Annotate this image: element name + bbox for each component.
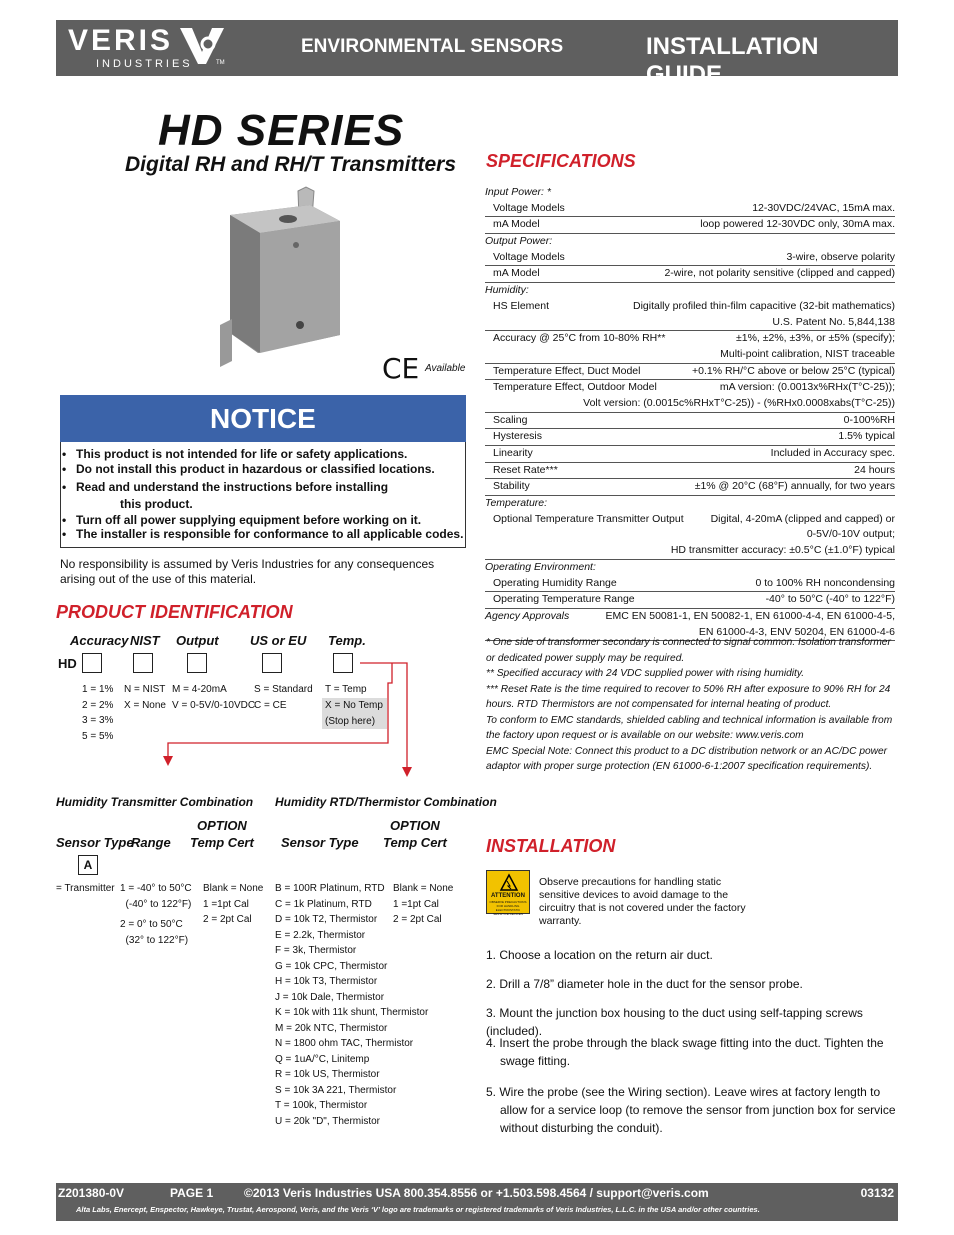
spec-row — [485, 396, 895, 413]
spec-category: Agency Approvals — [485, 609, 570, 622]
spec-row — [485, 299, 895, 315]
spec-row — [485, 347, 895, 364]
spec-value: ±1% @ 20°C (68°F) annually, for two years — [694, 480, 895, 493]
output-options: M = 4-20mA V = 0-5V/0-10VDC — [172, 684, 256, 711]
sensor-type-option: = Transmitter — [56, 883, 115, 894]
nist-box — [133, 653, 153, 673]
spec-label: Stability — [493, 480, 530, 493]
installation-step: 3. Mount the junction box housing to the duct using self-tapping screws (included). — [486, 1006, 863, 1038]
esd-warning-sub: OBSERVE PRECAUTIONS FOR HANDLING ELECTROSTATIC SENSITIVE DEVICES — [489, 900, 527, 916]
spec-value: 0-100%RH — [843, 413, 895, 426]
temp-options: T = Temp — [325, 684, 367, 695]
spec-category: Temperature: — [485, 497, 548, 510]
installation-heading: INSTALLATION — [486, 836, 616, 856]
rtd-combination-title: Humidity RTD/Thermistor Combination — [275, 795, 497, 809]
notice-item: • The installer is responsible for conformance to all applicable codes. — [76, 527, 463, 541]
spec-value: ±1%, ±2%, ±3%, or ±5% (specify); — [735, 332, 895, 345]
spec-label: Temperature Effect, Duct Model — [493, 364, 641, 377]
spec-row — [485, 463, 895, 480]
notice-item: • Do not install this product in hazardous or classified locations. — [76, 462, 435, 476]
industries-logo-text: INDUSTRIES — [96, 58, 193, 70]
nist-options: N = NIST X = None — [124, 684, 166, 711]
spec-value: EMC EN 50081-1, EN 50082-1, EN 61000-4-4, EN 61000-4-5, — [605, 609, 895, 622]
footnote: *** Reset Rate is the time required to recover to 50% RH after exposure to 90% RH for 24 hours. RTD Thermistors are not compensated for internal heating of product. — [486, 683, 891, 710]
temp-cert-options: Blank = None 1 =1pt Cal 2 = 2pt Cal — [203, 883, 264, 925]
spec-row — [485, 234, 895, 250]
spec-row — [485, 429, 895, 446]
spec-label: Voltage Models — [493, 250, 565, 263]
spec-row — [485, 496, 895, 512]
spec-label: Linearity — [493, 447, 533, 459]
ce-available-label: Available — [425, 363, 466, 374]
veris-logo-text: VERIS — [68, 24, 174, 57]
spec-row — [485, 331, 895, 347]
footer-bar — [56, 1183, 898, 1221]
spec-value: U.S. Patent No. 5,844,138 — [772, 315, 895, 328]
document-number: Z201380-0V — [58, 1186, 125, 1200]
spec-label: Temperature Effect, Outdoor Model — [493, 381, 657, 394]
range-option-2: 2 = 0° to 50°C (32° to 122°F) — [120, 919, 189, 946]
spec-row — [485, 364, 895, 381]
spec-label: HS Element — [493, 299, 550, 312]
notice-item: • This product is not intended for life or safety applications. — [76, 447, 407, 461]
spec-label: Operating Humidity Range — [493, 576, 617, 589]
installation-step: 2. Drill a 7/8” diameter hole in the duct for the sensor probe. — [486, 977, 803, 991]
spec-row — [485, 512, 895, 528]
temp-cert-label: OPTION Temp Cert — [190, 818, 254, 850]
spec-row — [485, 380, 895, 396]
spec-value: mA version: (0.0013x%RHx(T°C-25)); — [719, 381, 895, 394]
spec-row — [485, 250, 895, 267]
spec-category: Input Power: * — [485, 186, 551, 198]
spec-value: loop powered 12-30VDC only, 30mA max. — [700, 218, 895, 231]
spec-row — [485, 560, 895, 576]
installation-step: 5. Wire the probe (see the Wiring section). Leave wires at factory length to allow for a service loop (to remove the sensor from junction box for service without disturbing the conduit). — [486, 1085, 896, 1135]
spec-value: 0 to 100% RH noncondensing — [755, 576, 895, 589]
spec-category: Output Power: — [485, 235, 553, 248]
spec-category: Operating Environment: — [485, 560, 596, 573]
spec-row — [485, 592, 895, 609]
page-number: PAGE 1 — [170, 1186, 214, 1200]
rtd-temp-cert-label: OPTION Temp Cert — [383, 818, 447, 850]
spec-category: Humidity: — [485, 284, 529, 297]
spec-row — [485, 201, 895, 218]
spec-label: mA Model — [493, 267, 540, 280]
disclaimer: No responsibility is assumed by Veris Industries for any consequences arising out of the use of this material. — [60, 557, 435, 586]
spec-row — [485, 576, 895, 593]
notice-item-continued: this product. — [120, 497, 193, 511]
model-prefix: HD — [58, 656, 77, 671]
spec-row — [485, 315, 895, 332]
spec-label: Scaling — [493, 413, 528, 426]
spec-label: Optional Temperature Transmitter Output — [493, 512, 684, 525]
esd-note: Observe precautions for handling static sensitive devices to avoid damage to the circuitry that is not covered under the factory warranty. — [539, 876, 746, 927]
spec-value: 1.5% typical — [838, 430, 895, 443]
spec-row — [485, 543, 895, 560]
notice-header — [60, 395, 466, 442]
spec-value: Multi-point calibration, NIST traceable — [720, 347, 895, 360]
notice-title: NOTICE — [210, 403, 316, 434]
rtd-sensor-type-label: Sensor Type — [281, 835, 359, 850]
page-subtitle: Digital RH and RH/T Transmitters — [125, 153, 456, 176]
spec-row — [485, 609, 895, 625]
range-label: Range — [131, 835, 171, 850]
spec-label: Accuracy @ 25°C from 10-80% RH** — [493, 332, 666, 345]
flow-arrows — [160, 655, 420, 780]
copyright-contact: ©2013 Veris Industries USA 800.354.8556 or +1.503.598.4564 / support@veris.com — [244, 1186, 709, 1200]
us-eu-label: US or EU — [250, 633, 307, 648]
specifications-heading: SPECIFICATIONS — [486, 151, 636, 171]
footnote: * One side of transformer secondary is connected to signal common. Isolation transformer or dedicated power supply may be required. — [486, 637, 891, 664]
esd-warning-label: ATTENTION — [491, 893, 525, 899]
spec-label: Reset Rate*** — [493, 463, 558, 476]
notice-item: • Turn off all power supplying equipment before working on it. — [76, 513, 421, 527]
spec-value: -40° to 50°C (-40° to 122°F) — [765, 593, 895, 606]
spec-value: Digitally profiled thin-film capacitive (32-bit mathematics) — [632, 299, 895, 312]
footnote: To conform to EMC standards, shielded cabling and technical information is available from the factory upon request or is available on our website: www.veris.com — [486, 714, 893, 741]
spec-value: +0.1% RH/°C above or below 25°C (typical) — [691, 364, 895, 377]
product-photo — [210, 185, 370, 375]
spec-value: Digital, 4-20mA (clipped and capped) or — [710, 512, 895, 525]
page-title: HD SERIES — [158, 106, 405, 155]
spec-row — [485, 413, 895, 430]
sensor-type-box: A — [78, 855, 98, 875]
spec-value: 0-5V/0-10V output; — [806, 528, 895, 541]
spec-value: 12-30VDC/24VAC, 15mA max. — [752, 201, 895, 214]
spec-row — [485, 446, 895, 463]
temp-label: Temp. — [328, 633, 366, 648]
spec-label: mA Model — [493, 218, 540, 231]
spec-value: 24 hours — [854, 463, 895, 476]
accuracy-box — [82, 653, 102, 673]
spec-row — [485, 527, 895, 543]
spec-value: Volt version: (0.0015c%RHxT°C-25)) - (%RHx0.0008xabs(T°C-25)) — [583, 396, 895, 409]
accuracy-label: Accuracy — [70, 633, 129, 648]
trademark-notice: Alta Labs, Enercept, Enspector, Hawkeye, Trustat, Aerospond, Veris, and the Veris ‘V’ logo are trademarks or registered trademarks of Veris Industries, L.L.C. in the USA and/or other countries. — [76, 1205, 760, 1214]
spec-row — [485, 479, 895, 496]
spec-label: Operating Temperature Range — [493, 593, 635, 606]
humidity-combination-title: Humidity Transmitter Combination — [56, 795, 254, 809]
spec-value: EN 61000-4-3, ENV 50204, EN 61000-4-6 — [698, 625, 895, 638]
spec-row — [485, 217, 895, 234]
ce-mark: CE — [382, 352, 420, 385]
output-label: Output — [176, 633, 219, 648]
header-doc-type: INSTALLATION GUIDE — [646, 33, 819, 88]
spec-value: 2-wire, not polarity sensitive (clipped and capped) — [664, 267, 895, 280]
sensor-type-label: Sensor Type — [56, 835, 134, 850]
header-bar — [56, 20, 898, 88]
spec-row — [485, 266, 895, 283]
nist-label: NIST — [130, 633, 160, 648]
specifications-table — [485, 185, 895, 641]
notice-item: • Read and understand the instructions before installing — [76, 480, 388, 494]
specification-footnotes — [486, 635, 896, 775]
footnote: EMC Special Note: Connect this product to a DC distribution network or an AC/DC power adaptor with proper surge protection (EN 61000-6-1:2007 specification requirements). — [486, 745, 888, 772]
esd-warning-icon — [486, 870, 530, 914]
spec-value: Included in Accuracy spec. — [770, 447, 895, 459]
header-section-title: ENVIRONMENTAL SENSORS — [301, 36, 564, 57]
rtd-temp-cert-options: Blank = None 1 =1pt Cal 2 = 2pt Cal — [393, 883, 454, 925]
trademark-mark: TM — [216, 60, 225, 66]
spec-value: 3-wire, observe polarity — [786, 250, 895, 263]
installation-step: 4. Insert the probe through the black swage fitting into the duct. Tighten the swage fitting. — [486, 1036, 884, 1068]
spec-row — [485, 185, 895, 201]
spec-value: HD transmitter accuracy: ±0.5°C (±1.0°F) typical — [670, 544, 895, 557]
range-option-1: 1 = -40° to 50°C (-40° to 122°F) — [120, 883, 192, 910]
us-eu-options: S = Standard C = CE — [254, 684, 313, 711]
spec-label: Voltage Models — [493, 201, 565, 214]
footnote: ** Specified accuracy with 24 VDC supplied power with rising humidity. — [486, 668, 805, 679]
rtd-sensor-options: B = 100R Platinum, RTD C = 1k Platinum, RTD D = 10k T2, Thermistor E = 2.2k, Thermistor F = 3k, Thermistor G = 10k CPC, Thermistor H = 10k T3, Thermistor J = 10k Dale, Thermistor K = 10k with 11k shunt, Thermistor M = 20k NTC, Thermistor N = 1800 ohm TAC, Thermistor Q = 1uA/°C, Linitemp R = 10k US, Thermistor S = 10k 3A 221, Thermistor T = 100k, Thermistor U = 20k "D", Thermistor — [275, 883, 429, 1127]
spec-label: Hysteresis — [493, 430, 543, 443]
accuracy-options: 1 = 1% 2 = 2% 3 = 3% 5 = 5% — [82, 684, 114, 742]
product-identification-heading: PRODUCT IDENTIFICATION — [56, 602, 293, 622]
spec-row — [485, 283, 895, 299]
installation-step: 1. Choose a location on the return air duct. — [486, 948, 713, 962]
temp-no-temp-option: X = No Temp (Stop here) — [322, 698, 387, 729]
document-code: 03132 — [860, 1186, 894, 1200]
